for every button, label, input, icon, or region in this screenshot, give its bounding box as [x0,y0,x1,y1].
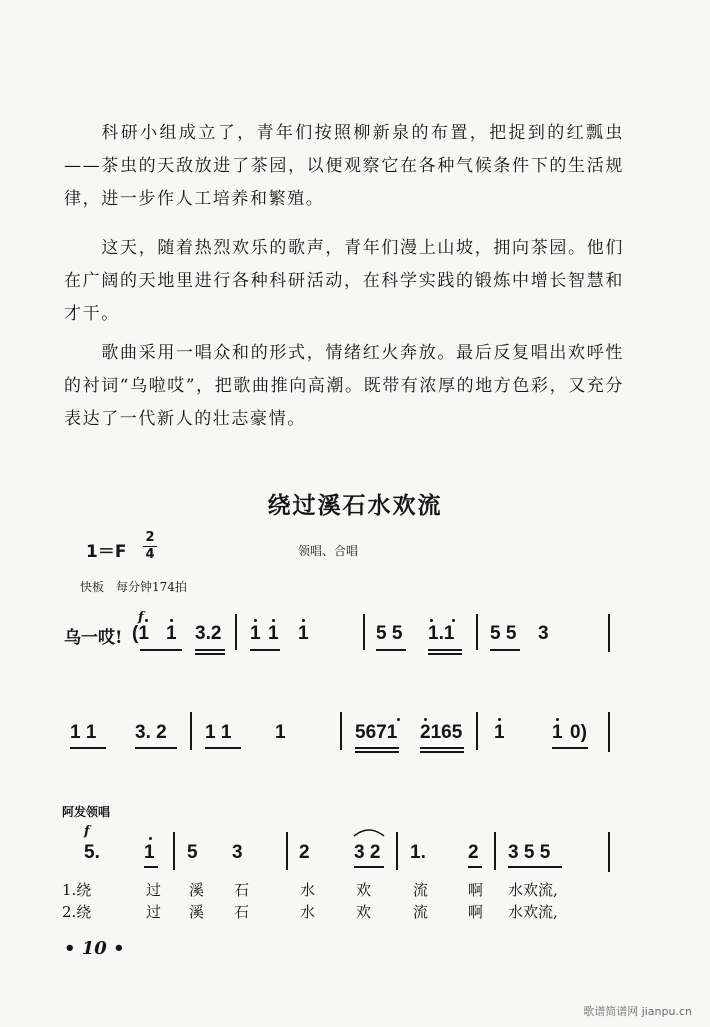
barline [608,614,610,652]
time-signature-bottom: 4 [145,547,155,562]
lyric-1-2: 过 [146,881,162,899]
barline [608,832,610,872]
lyric-1-4: 石 [234,881,250,899]
barline [173,832,175,870]
lyric-1-8: 啊 [468,881,484,899]
paragraph-1: 科研小组成立了，青年们按照柳新泉的布置，把捉到的红瓢虫——茶虫的天敌放进了茶园，以便观察它在各种气候条件下的生活规律，进一步作人工培养和繁殖。 [64,123,624,209]
barline [476,614,478,650]
lyric-1-5: 水 [300,881,316,899]
note-7: 5 5 [376,623,403,644]
note-11: 1 1 [70,722,97,743]
note-22: 5 [187,842,198,863]
dynamic-marking: f [138,610,144,625]
note-9: 5 5 [490,623,517,644]
dynamic-marking-2: f [84,824,90,839]
note-18: 1 [552,722,563,743]
note-15: 5671 [355,722,398,743]
paragraph-2: 这天，随着热烈欢乐的歌声，青年们漫上山坡，拥向茶园。他们在广阔的天地里进行各种科研活动，在科学实践的锻炼中增长智慧和才干。 [64,238,624,324]
barline [286,832,288,870]
tempo-marking: 快板 每分钟174拍 [80,580,187,594]
lyric-2-9: 水欢流, [508,903,558,921]
note-25: 3 2 [354,842,381,863]
note-21: 1 [144,842,155,863]
barline [396,832,398,870]
note-10: 3 [538,623,549,644]
note-12: 3. 2 [135,722,167,743]
note-17: 1 [494,722,505,743]
note-13: 1 1 [205,722,232,743]
slur-icon [352,826,386,838]
note-2: 1 [166,623,177,644]
note-5: 1 [268,623,279,644]
lyric-2-1: 2.绕 [62,903,92,921]
lyric-1-1: 1.绕 [62,881,92,899]
note-6: 1 [298,623,309,644]
barline [476,712,478,750]
paragraph-3: 歌曲采用一唱众和的形式，情绪红火奔放。最后反复唱出欢呼性的衬词“乌啦哎”，把歌曲推向高潮。既带有浓厚的地方色彩，又充分表达了一代新人的壮志豪情。 [64,343,624,429]
time-signature-top: 2 [145,530,155,545]
lyric-2-2: 过 [146,903,162,921]
lyric-2-7: 流 [413,903,429,921]
note-24: 2 [299,842,310,863]
barline [340,712,342,750]
lyric-2-3: 溪 [189,903,205,921]
performance-style: 领唱、合唱 [298,544,359,558]
note-3: 3.2 [195,623,222,644]
barline [363,614,365,650]
lyric-1-9: 水欢流, [508,881,558,899]
note-14: 1 [275,722,286,743]
song-title: 绕过溪石水欢流 [267,493,443,519]
lyric-2-4: 石 [234,903,250,921]
note-26: 1. [410,842,426,863]
note-8: 1.1 [428,623,455,644]
barline [608,712,610,752]
note-1: (1 [132,623,149,644]
note-4: 1 [250,623,261,644]
soloist-label: 阿发领唱 [62,805,111,819]
watermark: 歌谱简谱网 jianpu.cn [583,1005,692,1018]
key-signature: 1＝F [86,542,127,562]
lyric-2-5: 水 [300,903,316,921]
lyric-1-3: 溪 [189,881,205,899]
time-signature [143,531,157,562]
barline [494,832,496,870]
lyric-1-6: 欢 [356,881,372,899]
pickup-lyric: 乌一哎! [64,628,123,648]
lyric-2-8: 啊 [468,903,484,921]
note-19: 0) [570,722,587,743]
barline [190,712,192,750]
note-28: 3 5 5 [508,842,551,863]
note-23: 3 [232,842,243,863]
lyric-2-6: 欢 [356,903,372,921]
barline [235,614,237,650]
page-number: • 10 • [64,938,125,959]
note-20: 5. [84,842,100,863]
note-27: 2 [468,842,479,863]
lyric-1-7: 流 [413,881,429,899]
note-16: 2165 [420,722,463,743]
